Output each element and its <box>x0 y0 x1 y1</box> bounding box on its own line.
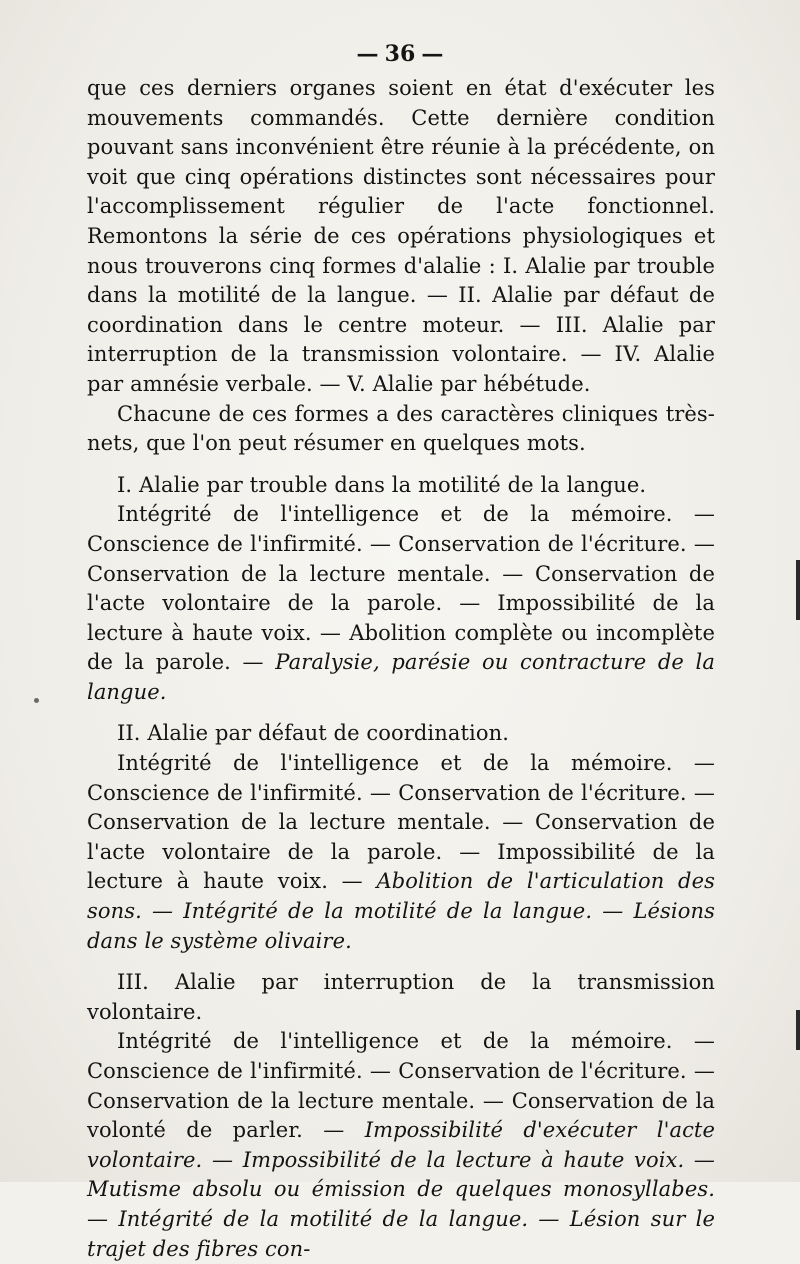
section-3-italic: Impossibilité d'exécuter l'acte volontaire. — Impossibilité de la lecture à haute voix. — Mutisme absolu ou émission de quelques monosyllabes. — Intégrité de la motilité de la langue. — Lésion sur le trajet des fibres con- <box>87 1118 716 1261</box>
page-number-value: 36 <box>384 41 416 67</box>
page-edge-shadow-1 <box>796 560 800 620</box>
intro-paragraph: que ces derniers organes soient en état d'exécuter les mouvements commandés. Cette dernière condition pouvant sans inconvénient être réunie à la précédente, on voit que cinq opérations distinctes sont nécessaires pour l'accomplissement régulier de l'acte fonctionnel. Remontons la série de ces opérations physiologiques et nous trouverons cinq formes d'alalie : I. Alalie par trouble dans la motilité de la langue. — II. Alalie par défaut de coordination dans le centre moteur. — III. Alalie par interruption de la transmission volontaire. — IV. Alalie par amnésie verbale. — V. Alalie par hébétude. <box>87 76 715 396</box>
section-3-text <box>87 1027 715 1264</box>
section-1-italic: Paralysie, parésie ou contracture de la langue. <box>87 650 715 704</box>
page-number-dash-right: — <box>421 41 444 67</box>
section-2-text <box>87 749 715 956</box>
section-3-plain: Intégrité de l'intelligence et de la mémoire. — Conscience de l'infirmité. — Conservation de l'écriture. — Conservation de la lecture mentale. — Conservation de la volonté de parler. — <box>87 1029 715 1143</box>
section-1-text <box>87 500 715 707</box>
section-3-heading: III. Alalie par interruption de la transmission volontaire. <box>87 970 715 1024</box>
section-2-italic: Abolition de l'articulation des sons. — Intégrité de la motilité de la langue. — Lésions dans le système olivaire. <box>87 869 716 953</box>
section-2-heading: II. Alalie par défaut de coordination. <box>117 721 509 746</box>
summary-paragraph: Chacune de ces formes a des caractères cliniques très-nets, que l'on peut résumer en quelques mots. <box>87 401 715 456</box>
page-body <box>87 74 715 1264</box>
page-edge-shadow-2 <box>796 1010 800 1050</box>
ink-speck <box>34 698 39 703</box>
section-1-heading: I. Alalie par trouble dans la motilité de la langue. <box>117 472 647 497</box>
page-number <box>0 40 800 68</box>
page-number-dash-left: — <box>356 41 379 67</box>
section-2-plain: Intégrité de l'intelligence et de la mémoire. — Conscience de l'infirmité. — Conservation de l'écriture. — Conservation de la lecture mentale. — Conservation de l'acte volontaire de la parole. — Impossibilité de la lecture à haute voix. — <box>87 751 715 894</box>
section-1-plain: Intégrité de l'intelligence et de la mémoire. — Conscience de l'infirmité. — Conservation de l'écriture. — Conservation de la lecture mentale. — Conservation de l'acte volontaire de la parole. — Impossibilité de la lecture à haute voix. — Abolition complète ou incomplète de la parole. — <box>87 502 715 675</box>
